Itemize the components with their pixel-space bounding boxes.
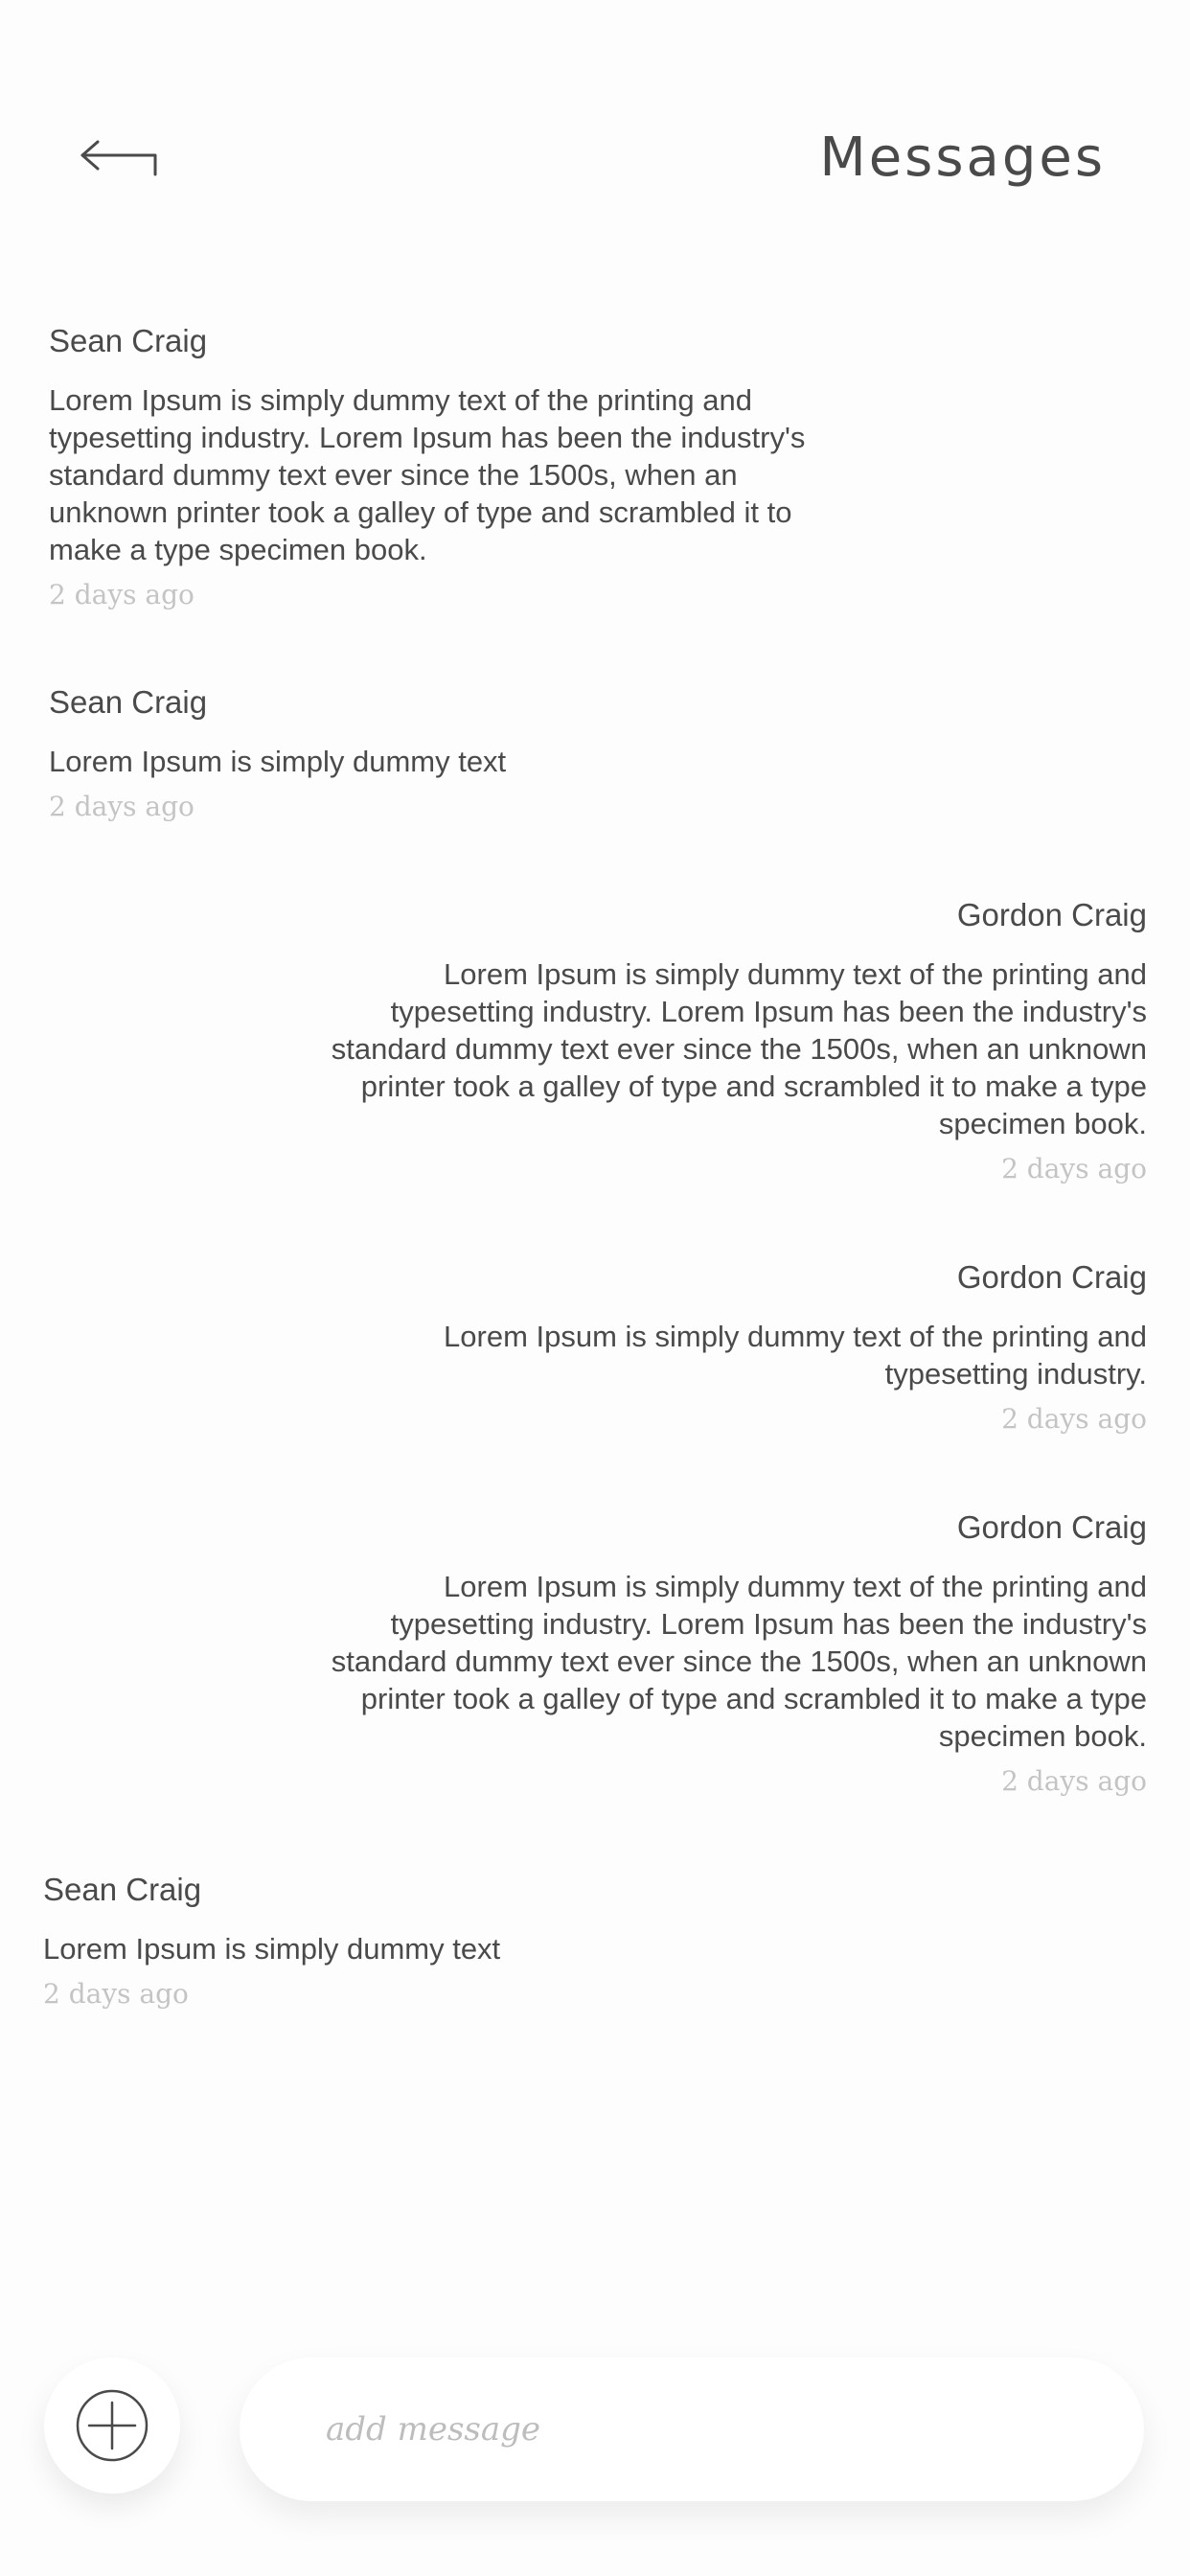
message-sender: Gordon Craig bbox=[956, 897, 1147, 932]
message-item bbox=[49, 683, 835, 826]
message-sender: Sean Craig bbox=[49, 684, 208, 720]
message-timestamp: 2 days ago bbox=[49, 579, 195, 610]
message-timestamp: 2 days ago bbox=[1001, 1153, 1147, 1184]
message-text: Lorem Ipsum is simply dummy text of the printing and typesetting industry. Lorem Ipsum has been the industry's standard dummy text ever since the 1500s, when an unknown printer took a galley of type and scrambled it to make a type specimen book. bbox=[331, 957, 1147, 1140]
page-title: Messages bbox=[819, 126, 1106, 189]
message-sender: Gordon Craig bbox=[956, 1259, 1147, 1295]
message-timestamp: 2 days ago bbox=[43, 1978, 189, 2010]
message-text: Lorem Ipsum is simply dummy text of the printing and typesetting industry. bbox=[444, 1320, 1147, 1391]
message-text: Lorem Ipsum is simply dummy text of the printing and typesetting industry. Lorem Ipsum has been the industry's standard dummy text ever since the 1500s, when an unknown printer took a galley of type and scrambled it to make a type specimen book. bbox=[331, 1570, 1147, 1753]
message-sender: Sean Craig bbox=[49, 323, 208, 358]
message-timestamp: 2 days ago bbox=[1001, 1403, 1147, 1435]
header bbox=[0, 0, 1190, 326]
message-input[interactable] bbox=[240, 2358, 1144, 2501]
message-item bbox=[49, 322, 835, 614]
message-sender: Gordon Craig bbox=[956, 1509, 1147, 1545]
message-sender: Sean Craig bbox=[43, 1872, 202, 1907]
add-attachment-button[interactable] bbox=[44, 2358, 180, 2494]
message-timestamp: 2 days ago bbox=[1001, 1765, 1147, 1797]
message-item bbox=[316, 1258, 1147, 1438]
message-text: Lorem Ipsum is simply dummy text bbox=[43, 1932, 501, 1966]
message-item bbox=[316, 896, 1147, 1188]
message-text: Lorem Ipsum is simply dummy text of the printing and typesetting industry. Lorem Ipsum has been the industry's standard dummy text ever since the 1500s, when an unknown printer took a galley of type and scrambled it to make a type specimen book. bbox=[49, 383, 806, 566]
back-arrow-icon bbox=[77, 134, 172, 192]
message-timestamp: 2 days ago bbox=[49, 791, 195, 822]
message-item bbox=[316, 1508, 1147, 1801]
message-item bbox=[43, 1871, 829, 2013]
back-button[interactable] bbox=[77, 134, 172, 192]
plus-circle-icon bbox=[74, 2387, 150, 2464]
message-text: Lorem Ipsum is simply dummy text bbox=[49, 745, 507, 778]
message-composer bbox=[0, 2358, 1190, 2511]
